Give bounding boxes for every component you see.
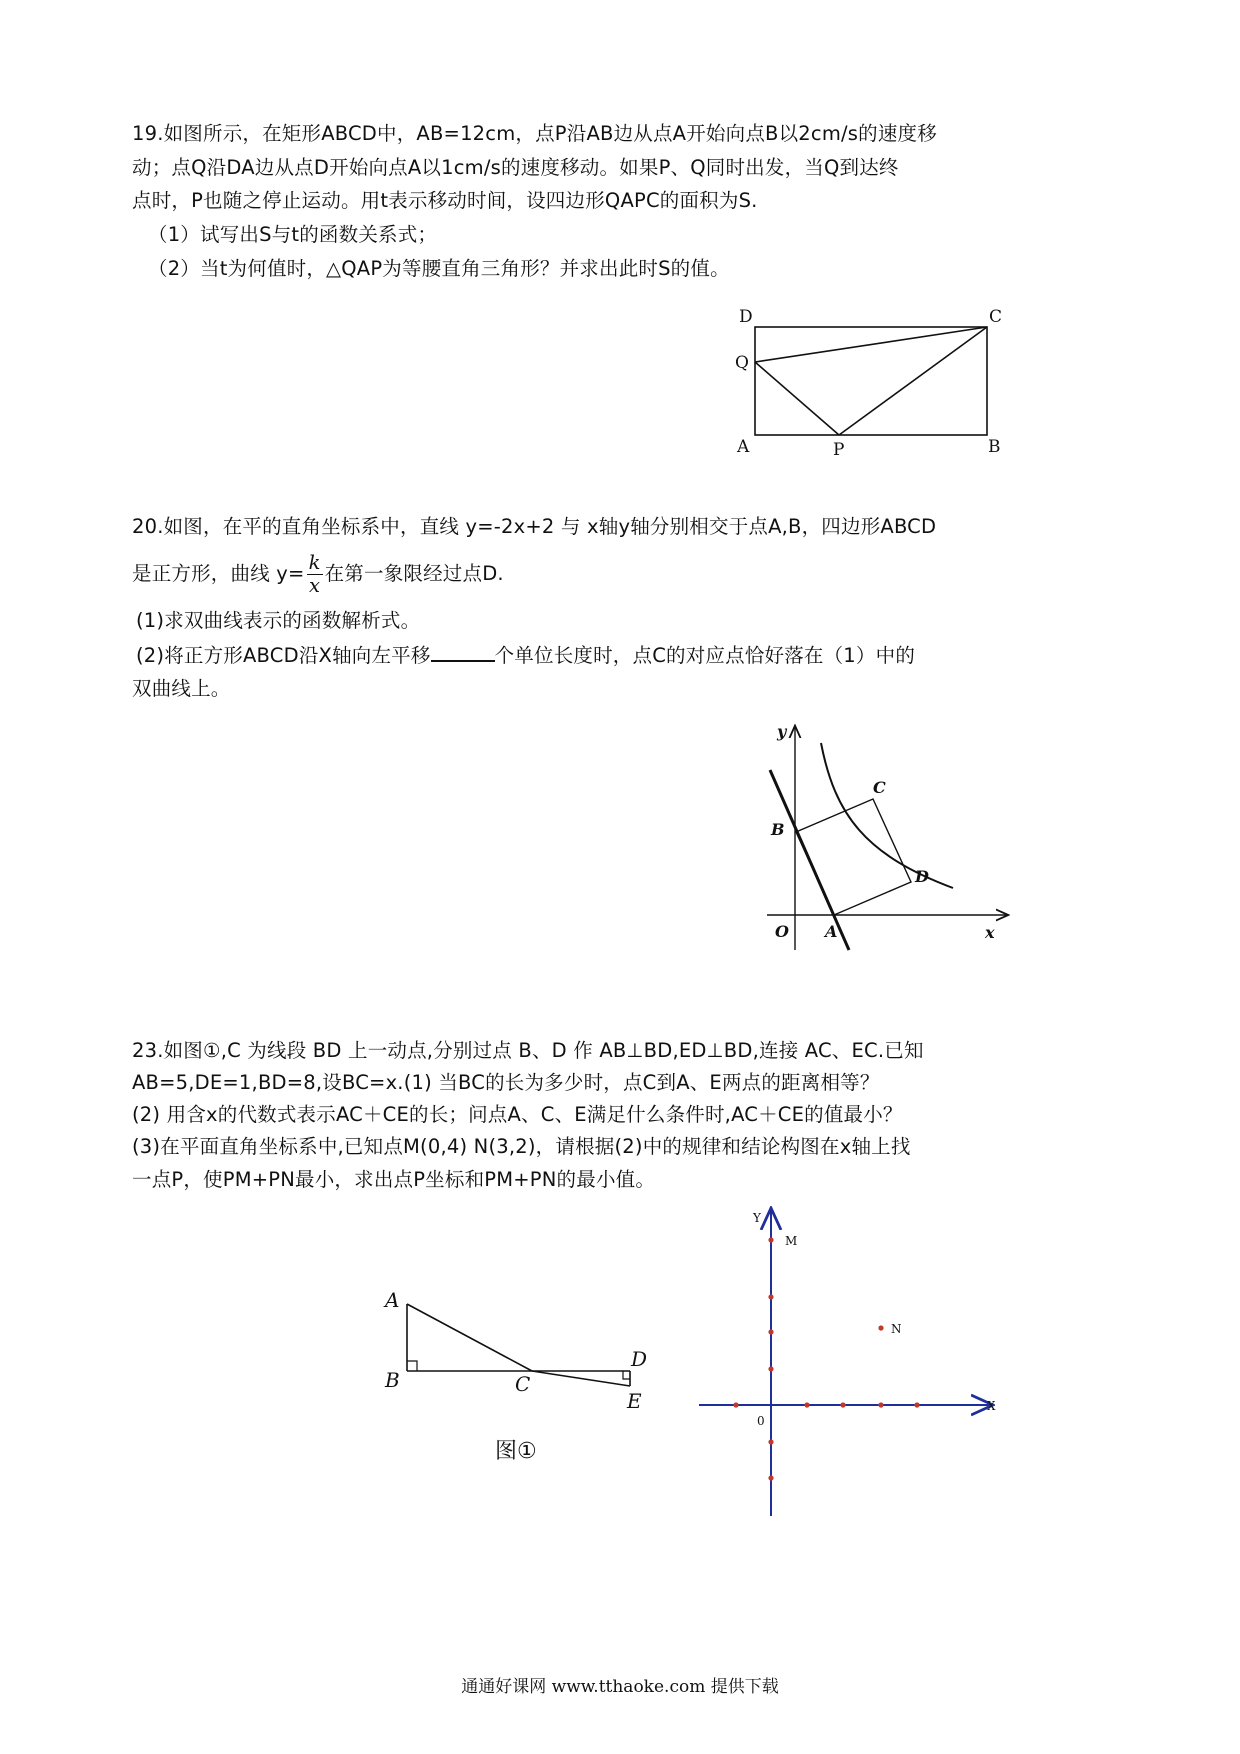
grid-point [804,1402,809,1407]
page-footer: 通通好课网 www.tthaoke.com 提供下载 [461,1677,779,1697]
grid-point [733,1402,738,1407]
grid-point [768,1366,773,1371]
segment-pc [839,327,987,435]
label-c: C [873,778,886,797]
label-y-axis: y [777,722,787,741]
answer-blank[interactable] [431,638,495,662]
q20-line-2 [132,552,504,597]
q20-line-5: 双曲线上。 [132,677,231,700]
label-e: E [627,1389,642,1413]
fraction-numerator: k [308,551,321,574]
q19-part-2: （2）当t为何值时，△QAP为等腰直角三角形？并求出此时S的值。 [148,257,730,280]
q19-line-1: 19.如图所示，在矩形ABCD中，AB=12cm，点P沿AB边从点A开始向点B以2cm/s的速度移 [132,122,937,145]
label-b: B [385,1368,400,1392]
grid-point [768,1294,773,1299]
figure-caption: 图① [495,1439,537,1464]
label-d: D [631,1347,648,1371]
label-x-axis: X [987,1399,996,1413]
segment-qp [755,362,839,435]
rectangle-abcd [755,327,987,435]
hyperbola-curve [821,743,953,888]
q23-figure-1 [375,1285,675,1485]
q20-part-2-end: 个单位长度时，点C的对应点恰好落在（1）中的 [494,644,916,667]
q23-coordinate-grid [685,1200,1015,1530]
label-n: N [891,1322,902,1336]
label-origin: 0 [757,1414,765,1428]
grid-point [878,1402,883,1407]
grid-point [768,1475,773,1480]
q20-line-2-end: 在第一象限经过点D. [324,562,504,585]
label-y-axis: Y [753,1211,761,1225]
label-d: D [739,307,753,327]
point-m [768,1237,773,1242]
grid-point [914,1402,919,1407]
grid-point [768,1329,773,1334]
grid-point [840,1402,845,1407]
right-angle-d [623,1371,630,1379]
q23-line-2: AB=5,DE=1,BD=8,设BC=x.(1) 当BC的长为多少时，点C到A、E两点的距离相等？ [132,1071,880,1094]
q19-line-2: 动；点Q沿DA边从点D开始向点A以1cm/s的速度移动。如果P、Q同时出发，当Q到达终 [132,156,899,179]
label-q: Q [735,353,749,373]
square-abcd [796,799,911,915]
fraction-denominator: x [308,574,321,597]
label-m: M [785,1234,798,1248]
fraction-k-over-x [307,552,323,597]
label-d: D [915,867,929,886]
label-c: C [515,1372,531,1396]
label-a: A [825,922,838,941]
grid-point [768,1439,773,1444]
label-a: A [385,1288,400,1312]
q20-line-2-start: 是正方形，曲线 y= [132,562,305,585]
q20-part-2-start: (2)将正方形ABCD沿X轴向左平移 [136,644,431,667]
q19-rectangle-figure [725,300,1005,460]
q19-line-3: 点时，P也随之停止运动。用t表示移动时间，设四边形QAPC的面积为S. [132,189,758,212]
q23-line-1: 23.如图①,C 为线段 BD 上一动点,分别过点 B、D 作 AB⊥BD,ED⊥BD,连接 AC、EC.已知 [132,1039,924,1062]
q20-coordinate-figure [755,715,1020,960]
q23-line-3: (2) 用含x的代数式表示AC＋CE的长；问点A、C、E满足什么条件时,AC＋CE的值最小？ [132,1103,903,1126]
q20-line-1: 20.如图，在平的直角坐标系中，直线 y=-2x+2 与 x轴y轴分别相交于点A,B，四边形ABCD [132,515,937,538]
q20-part-1: (1)求双曲线表示的函数解析式。 [136,609,421,632]
label-x-axis: x [985,923,995,942]
q19-part-1: （1）试写出S与t的函数关系式； [148,223,438,246]
right-angle-b [407,1361,417,1371]
label-a: A [737,437,750,457]
point-n [878,1325,883,1330]
label-c: C [989,307,1003,327]
q23-line-5: 一点P，使PM+PN最小，求出点P坐标和PM+PN的最小值。 [132,1168,656,1191]
q23-line-4: (3)在平面直角坐标系中,已知点M(0,4) N(3,2)，请根据(2)中的规律和结论构图在x轴上找 [132,1135,911,1158]
label-b: B [988,437,1001,457]
label-b: B [771,820,785,839]
q20-part-2 [136,638,915,673]
segment-ce [532,1371,630,1386]
segment-ac [407,1304,532,1371]
label-p: P [833,440,845,460]
label-origin: O [775,922,789,941]
segment-qc [755,327,987,362]
